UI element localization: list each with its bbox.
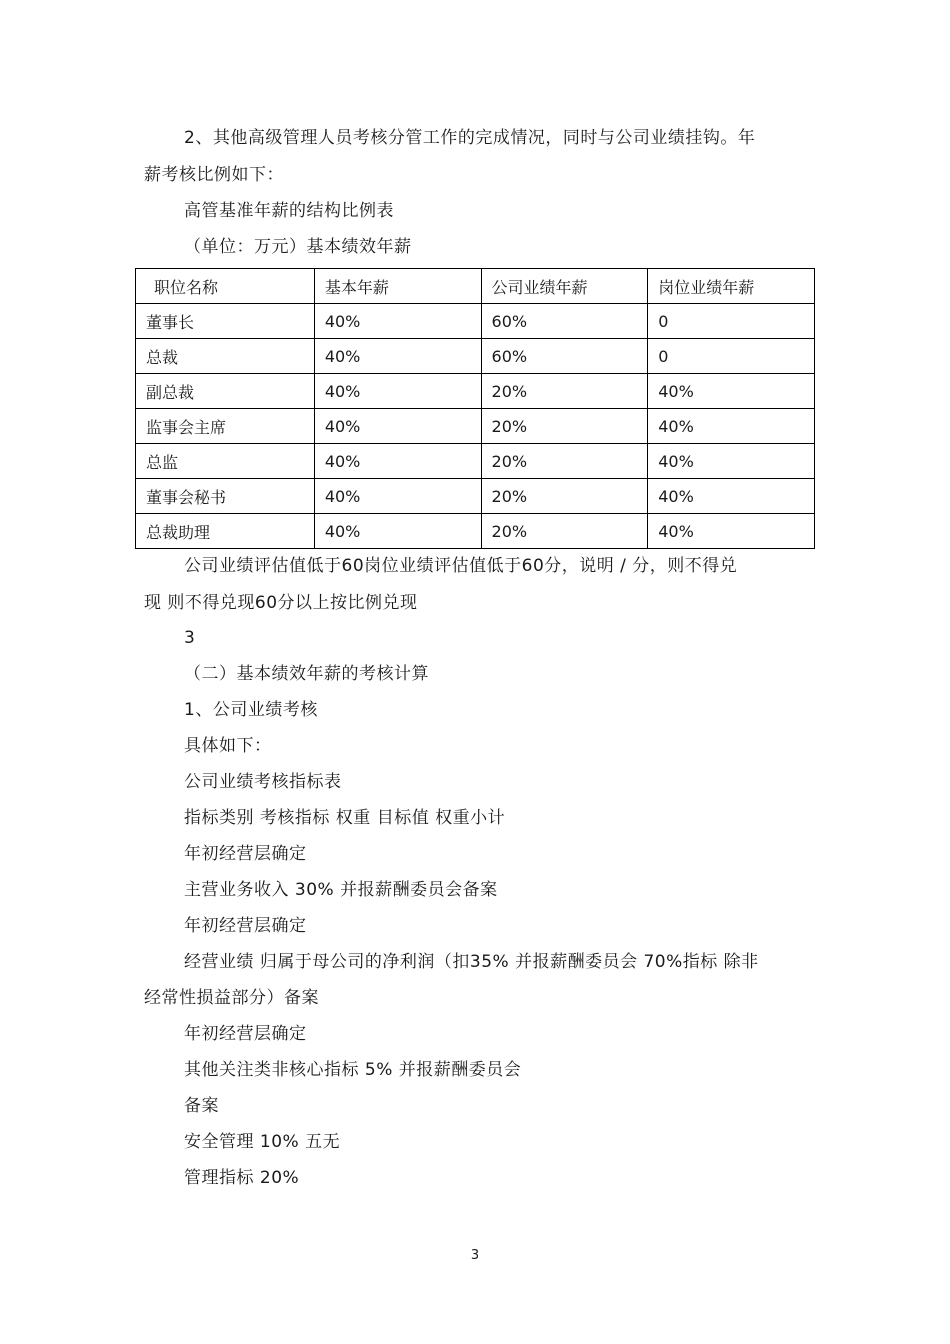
cell-company: 20% xyxy=(481,374,648,409)
table-row xyxy=(136,409,815,444)
cell-company: 20% xyxy=(481,514,648,549)
intro-line-1: 2、其他高级管理人员考核分管工作的完成情况，同时与公司业绩挂钩。年 xyxy=(184,128,756,148)
note-line-2: 现 则不得兑现60分以上按比例兑现 xyxy=(144,593,418,613)
cell-position: 监事会主席 xyxy=(136,409,315,444)
text-line: 主营业务收入 30% 并报薪酬委员会备案 xyxy=(184,880,498,900)
cell-base: 40% xyxy=(314,444,481,479)
cell-post: 40% xyxy=(648,409,815,444)
header-post-performance: 岗位业绩年薪 xyxy=(648,269,815,304)
salary-structure-table xyxy=(135,268,815,549)
page-number: 3 xyxy=(470,1248,480,1263)
note-line-1: 公司业绩评估值低于60岗位业绩评估值低于60分，说明 / 分，则不得兑 xyxy=(184,556,738,576)
cell-company: 20% xyxy=(481,409,648,444)
detail-line: 具体如下： xyxy=(184,736,272,756)
text-line: 管理指标 20% xyxy=(184,1168,300,1188)
section-heading: （二）基本绩效年薪的考核计算 xyxy=(184,664,429,684)
text-line: 其他关注类非核心指标 5% 并报薪酬委员会 xyxy=(184,1060,522,1080)
table-row xyxy=(136,444,815,479)
cell-company: 20% xyxy=(481,479,648,514)
indicator-columns: 指标类别 考核指标 权重 目标值 权重小计 xyxy=(184,808,506,828)
text-line: 年初经营层确定 xyxy=(184,916,307,936)
table-row xyxy=(136,374,815,409)
header-company-performance: 公司业绩年薪 xyxy=(481,269,648,304)
cell-base: 40% xyxy=(314,304,481,339)
subsection-heading: 1、公司业绩考核 xyxy=(184,700,318,720)
cell-position: 董事长 xyxy=(136,304,315,339)
cell-position: 总监 xyxy=(136,444,315,479)
table-title: 高管基准年薪的结构比例表 xyxy=(184,201,394,221)
cell-post: 0 xyxy=(648,339,815,374)
cell-post: 40% xyxy=(648,374,815,409)
table-row xyxy=(136,304,815,339)
cell-company: 60% xyxy=(481,304,648,339)
header-position: 职位名称 xyxy=(136,269,315,304)
cell-base: 40% xyxy=(314,514,481,549)
table-row xyxy=(136,339,815,374)
cell-post: 40% xyxy=(648,514,815,549)
table-row xyxy=(136,514,815,549)
indicator-table-title: 公司业绩考核指标表 xyxy=(184,772,342,792)
text-line: 年初经营层确定 xyxy=(184,1024,307,1044)
table-header-row xyxy=(136,269,815,304)
text-line: 备案 xyxy=(184,1096,219,1116)
table-row xyxy=(136,479,815,514)
text-line: 安全管理 10% 五无 xyxy=(184,1132,341,1152)
text-line: 年初经营层确定 xyxy=(184,844,307,864)
cell-base: 40% xyxy=(314,409,481,444)
cell-company: 20% xyxy=(481,444,648,479)
intro-line-2: 薪考核比例如下： xyxy=(144,165,284,185)
cell-base: 40% xyxy=(314,339,481,374)
cell-post: 40% xyxy=(648,479,815,514)
cell-base: 40% xyxy=(314,374,481,409)
cell-post: 40% xyxy=(648,444,815,479)
header-base-salary: 基本年薪 xyxy=(314,269,481,304)
cell-position: 总裁助理 xyxy=(136,514,315,549)
cell-base: 40% xyxy=(314,479,481,514)
cell-position: 总裁 xyxy=(136,339,315,374)
note-number: 3 xyxy=(184,628,196,648)
cell-position: 董事会秘书 xyxy=(136,479,315,514)
unit-line: （单位：万元）基本绩效年薪 xyxy=(184,237,412,257)
cell-post: 0 xyxy=(648,304,815,339)
cell-company: 60% xyxy=(481,339,648,374)
text-line: 经营业绩 归属于母公司的净利润（扣35% 并报薪酬委员会 70%指标 除非 xyxy=(184,952,759,972)
text-line: 经常性损益部分）备案 xyxy=(144,988,319,1008)
cell-position: 副总裁 xyxy=(136,374,315,409)
